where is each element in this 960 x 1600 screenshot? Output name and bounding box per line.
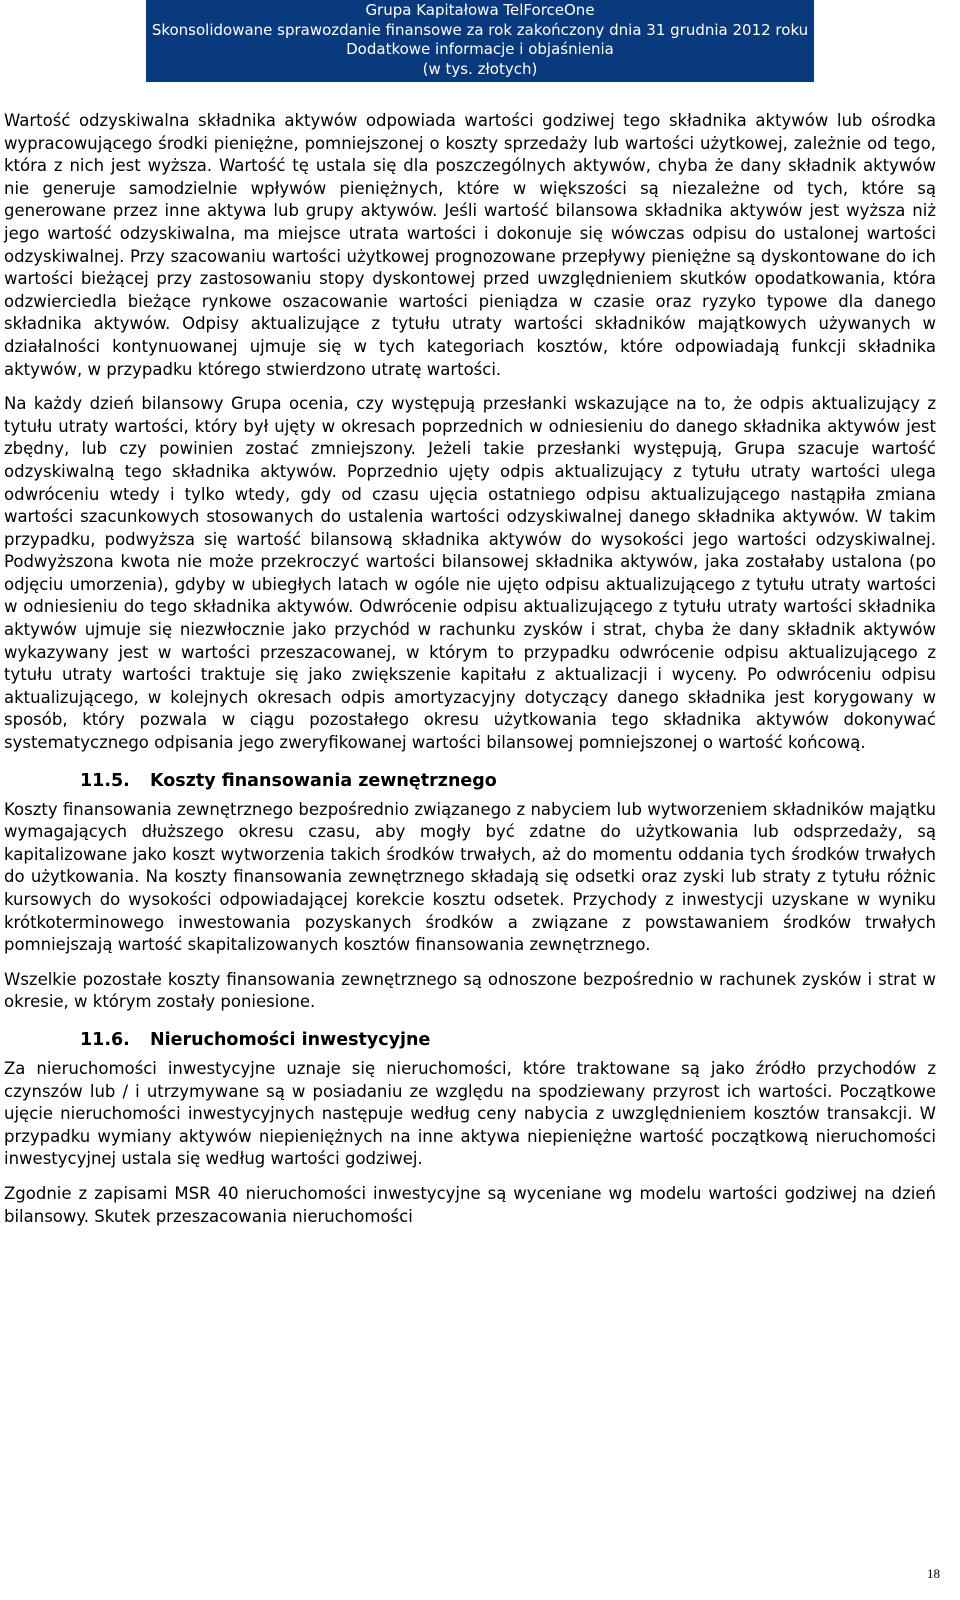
header-report-title: Skonsolidowane sprawozdanie finansowe za rok zakończony dnia 31 grudnia 2012 roku [151, 20, 809, 39]
header-band [146, 0, 814, 82]
document-body [4, 110, 936, 1240]
page-number: 18 [927, 1566, 940, 1581]
paragraph-recoverable-value: Wartość odzyskiwalna składnika aktywów odpowiada wartości godziwej tego składnika aktywów lub ośrodka wypracowującego środki pieniężne, pomniejszonej o koszty sprzedaży lub wartości użytkowej, zależnie od tego, która z nich jest wyższa. Wartość tę ustala się dla poszczególnych aktywów, chyba że dany składnik aktywów nie generuje samodzielnie wpływów pieniężnych, które w większości są niezależne od tych, które są generowane przez inne aktywa lub grupy aktywów. Jeśli wartość bilansowa składnika aktywów jest wyższa niż jego wartość odzyskiwalna, ma miejsce utrata wartości i dokonuje się wówczas odpisu do ustalonej wartości odzyskiwalnej. Przy szacowaniu wartości użytkowej prognozowane przepływy pieniężne są dyskontowane do ich wartości bieżącej przy zastosowaniu stopy dyskontowej przed uwzględnieniem skutków opodatkowania, która odzwierciedla bieżące rynkowe oszacowanie wartości pieniądza w czasie oraz ryzyko typowe dla danego składnika aktywów. Odpisy aktualizujące z tytułu utraty wartości składników majątkowych używanych w działalności kontynuowanej ujmuje się w tych kategoriach kosztów, które odpowiadają funkcji składnika aktywów, w przypadku którego stwierdzono utratę wartości. [4, 111, 936, 379]
header-company: Grupa Kapitałowa TelForceOne [365, 1, 595, 19]
paragraph-msr40: Zgodnie z zapisami MSR 40 nieruchomości inwestycyjne są wyceniane wg modelu wartości godziwej na dzień bilansowy. Skutek przeszacowania nieruchomości [4, 1183, 936, 1226]
section-number: 11.6. [80, 1029, 130, 1050]
section-title: Nieruchomości inwestycyjne [150, 1029, 431, 1050]
section-title: Koszty finansowania zewnętrznego [150, 770, 497, 791]
page-header [0, 0, 960, 82]
section-number: 11.5. [80, 770, 130, 791]
header-units: (w tys. złotych) [422, 59, 538, 78]
paragraph-borrowing-costs: Koszty finansowania zewnętrznego bezpośrednio związanego z nabyciem lub wytworzeniem składników majątku wymagających dłuższego okresu czasu, aby mogły być zdatne do użytkowania lub odsprzedaży, są kapitalizowane jako koszt wytworzenia takich środków trwałych, aż do momentu oddania tych środków trwałych do użytkowania. Na koszty finansowania zewnętrznego składają się odsetki oraz zyski lub straty z tytułu różnic kursowych do wysokości odpowiadającej korekcie kosztu odsetek. Przychody z inwestycji uzyskane w wyniku krótkoterminowego inwestowania pozyskanych środków a związane z powstawaniem środków trwałych pomniejszają wartość skapitalizowanych kosztów finansowania zewnętrznego. [4, 799, 936, 955]
section-heading-11-5 [4, 769, 936, 793]
header-section: Dodatkowe informacje i objaśnienia [346, 40, 614, 58]
paragraph-impairment-reversal: Na każdy dzień bilansowy Grupa ocenia, czy występują przesłanki wskazujące na to, że odpis aktualizujący z tytułu utraty wartości, który był ujęty w okresach poprzednich w odniesieniu do danego składnika aktywów jest zbędny, lub czy powinien zostać zmniejszony. Jeżeli takie przesłanki występują, Grupa szacuje wartość odzyskiwalną tego składnika aktywów. Poprzednio ujęty odpis aktualizujący z tytułu utraty wartości ulega odwróceniu wtedy i tylko wtedy, gdy od czasu ujęcia ostatniego odpisu aktualizującego nastąpiła zmiana wartości szacunkowych stosowanych do ustalenia wartości odzyskiwalnej danego składnika aktywów. W takim przypadku, podwyższa się wartość bilansową składnika aktywów do wysokości jego wartości odzyskiwalnej. Podwyższona kwota nie może przekroczyć wartości bilansowej składnika aktywów, jaka zostałaby ustalona (po odjęciu umorzenia), gdyby w ubiegłych latach w ogóle nie ujęto odpisu aktualizującego z tytułu utraty wartości w odniesieniu do tego składnika aktywów. Odwrócenie odpisu aktualizującego z tytułu utraty wartości składnika aktywów ujmuje się niezwłocznie jako przychód w rachunku zysków i strat, chyba że dany składnik aktywów wykazywany jest w wartości przeszacowanej, w którym to przypadku odwrócenie odpisu aktualizującego z tytułu utraty wartości traktuje się jako zwiększenie kapitału z aktualizacji i wyceny. Po odwróceniu odpisu aktualizującego, w kolejnych okresach odpis amortyzacyjny dotyczący danego składnika jest korygowany w sposób, który pozwala w ciągu pozostałego okresu użytkowania tego składnika aktywów dokonywać systematycznego odpisania jego zweryfikowanej wartości bilansowej pomniejszonej o wartość końcową. [4, 394, 936, 753]
section-heading-11-6 [4, 1028, 936, 1052]
paragraph-investment-property: Za nieruchomości inwestycyjne uznaje się nieruchomości, które traktowane są jako źródło przychodów z czynszów lub / i utrzymywane są w posiadaniu ze względu na spodziewany przyrost ich wartości. Początkowe ujęcie nieruchomości inwestycyjnych następuje według ceny nabycia z uwzględnieniem kosztów transakcji. W przypadku wymiany aktywów niepieniężnych na inne aktywa niepieniężne wartość początkową nieruchomości inwestycyjnej ustala się według wartości godziwej. [4, 1058, 936, 1169]
paragraph-other-borrowing-costs: Wszelkie pozostałe koszty finansowania zewnętrznego są odnoszone bezpośrednio w rachunek zysków i strat w okresie, w którym zostały poniesione. [4, 969, 936, 1012]
